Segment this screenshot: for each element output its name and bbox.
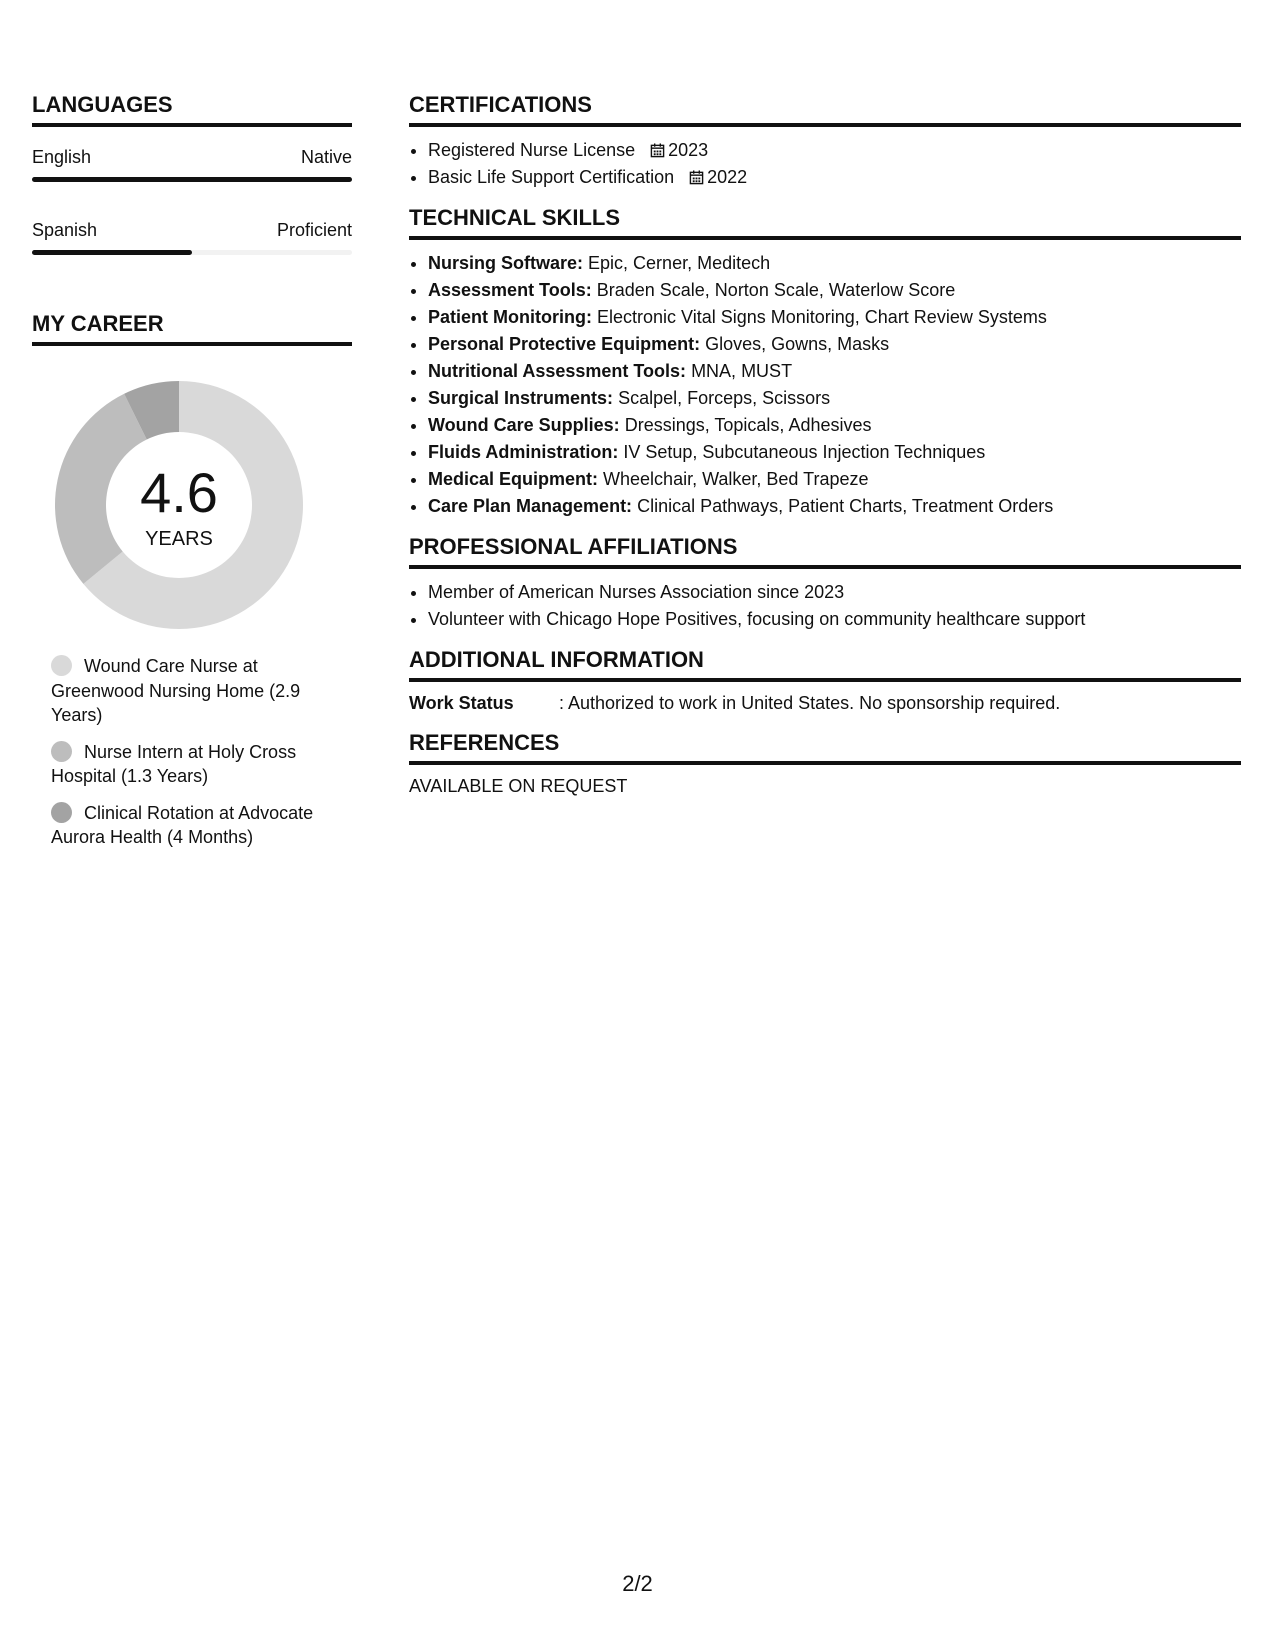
skill-label: Nutritional Assessment Tools: (428, 361, 687, 381)
skill-label: Medical Equipment: (428, 469, 599, 489)
calendar-icon (689, 170, 704, 185)
skill-item (428, 493, 1241, 520)
skill-label: Surgical Instruments: (428, 388, 614, 408)
skill-item (428, 466, 1241, 493)
skill-value: Gloves, Gowns, Masks (705, 334, 890, 354)
career-legend-item (51, 740, 341, 789)
language-proficiency-bar (32, 250, 352, 255)
work-status-value: : Authorized to work in United States. No sponsorship required. (559, 693, 1061, 713)
work-status-label: Work Status (409, 693, 514, 713)
skill-item (428, 412, 1241, 439)
career-legend-label: Wound Care Nurse at Greenwood Nursing Home (2.9 Years) (51, 656, 301, 725)
certifications-heading: CERTIFICATIONS (409, 92, 1241, 127)
affiliation-item: • Volunteer with Chicago Hope Positives, focusing on community healthcare support (428, 606, 1241, 633)
language-name: English (32, 147, 92, 167)
references-section (409, 730, 1241, 797)
skill-value: MNA, MUST (691, 361, 793, 381)
language-item (32, 210, 352, 255)
page-number: 2/2 (622, 1571, 653, 1596)
language-proficiency-fill (32, 177, 352, 182)
skill-item (428, 358, 1241, 385)
career-legend-item (51, 654, 341, 728)
certification-year: 2022 (707, 167, 748, 187)
career-legend-item (51, 801, 341, 850)
right-column (409, 92, 1241, 797)
career-years-unit: YEARS (145, 528, 213, 550)
skill-value: Dressings, Topicals, Adhesives (624, 415, 872, 435)
skill-item (428, 439, 1241, 466)
skill-label: Nursing Software: (428, 253, 584, 273)
affiliation-item: • Member of American Nurses Association since 2023 (428, 579, 1241, 606)
certification-name: Basic Life Support Certification (428, 167, 675, 187)
affiliations-heading: PROFESSIONAL AFFILIATIONS (409, 534, 1241, 569)
career-donut-chart (54, 380, 304, 630)
skill-item (428, 250, 1241, 277)
certifications-section (409, 92, 1241, 191)
skill-label: Assessment Tools: (428, 280, 592, 300)
language-proficiency-bar (32, 177, 352, 182)
references-heading: REFERENCES (409, 730, 1241, 765)
technical-skills-heading: TECHNICAL SKILLS (409, 205, 1241, 240)
skill-item (428, 304, 1241, 331)
references-text: AVAILABLE ON REQUEST (409, 776, 628, 796)
languages-heading: LANGUAGES (32, 92, 352, 127)
legend-dot-icon (51, 741, 72, 762)
career-legend (51, 654, 352, 850)
certification-year: 2023 (668, 140, 709, 160)
skill-value: Clinical Pathways, Patient Charts, Treatment Orders (637, 496, 1054, 516)
language-level: Proficient (276, 220, 352, 240)
career-legend-label: Nurse Intern at Holy Cross Hospital (1.3 Years) (51, 741, 297, 786)
skill-label: Wound Care Supplies: (428, 415, 620, 435)
language-name: Spanish (32, 220, 98, 240)
skill-value: Scalpel, Forceps, Scissors (618, 388, 831, 408)
career-heading: MY CAREER (32, 311, 352, 346)
skill-value: Epic, Cerner, Meditech (588, 253, 771, 273)
skill-label: Patient Monitoring: (428, 307, 592, 327)
left-column (32, 92, 352, 862)
certification-name: Registered Nurse License (428, 140, 636, 160)
additional-info-heading: ADDITIONAL INFORMATION (409, 647, 1241, 682)
skill-label: Care Plan Management: (428, 496, 633, 516)
language-proficiency-fill (32, 250, 192, 255)
legend-dot-icon (51, 655, 72, 676)
legend-dot-icon (51, 802, 72, 823)
skill-value: Wheelchair, Walker, Bed Trapeze (603, 469, 869, 489)
skill-label: Personal Protective Equipment: (428, 334, 701, 354)
skill-value: Braden Scale, Norton Scale, Waterlow Score (596, 280, 956, 300)
skill-value: IV Setup, Subcutaneous Injection Techniques (623, 442, 986, 462)
skill-item (428, 385, 1241, 412)
certification-item (428, 164, 1241, 191)
career-legend-label: Clinical Rotation at Advocate Aurora Health (4 Months) (51, 802, 314, 847)
certification-item (428, 137, 1241, 164)
calendar-icon (650, 143, 665, 158)
skill-item (428, 331, 1241, 358)
skill-value: Electronic Vital Signs Monitoring, Chart Review Systems (597, 307, 1047, 327)
language-item (32, 137, 352, 182)
affiliations-section (409, 534, 1241, 633)
additional-info-section (409, 647, 1241, 714)
skill-item (428, 277, 1241, 304)
career-total-years: 4.6 (140, 461, 218, 524)
language-level: Native (300, 147, 352, 167)
technical-skills-section (409, 205, 1241, 520)
skill-label: Fluids Administration: (428, 442, 619, 462)
